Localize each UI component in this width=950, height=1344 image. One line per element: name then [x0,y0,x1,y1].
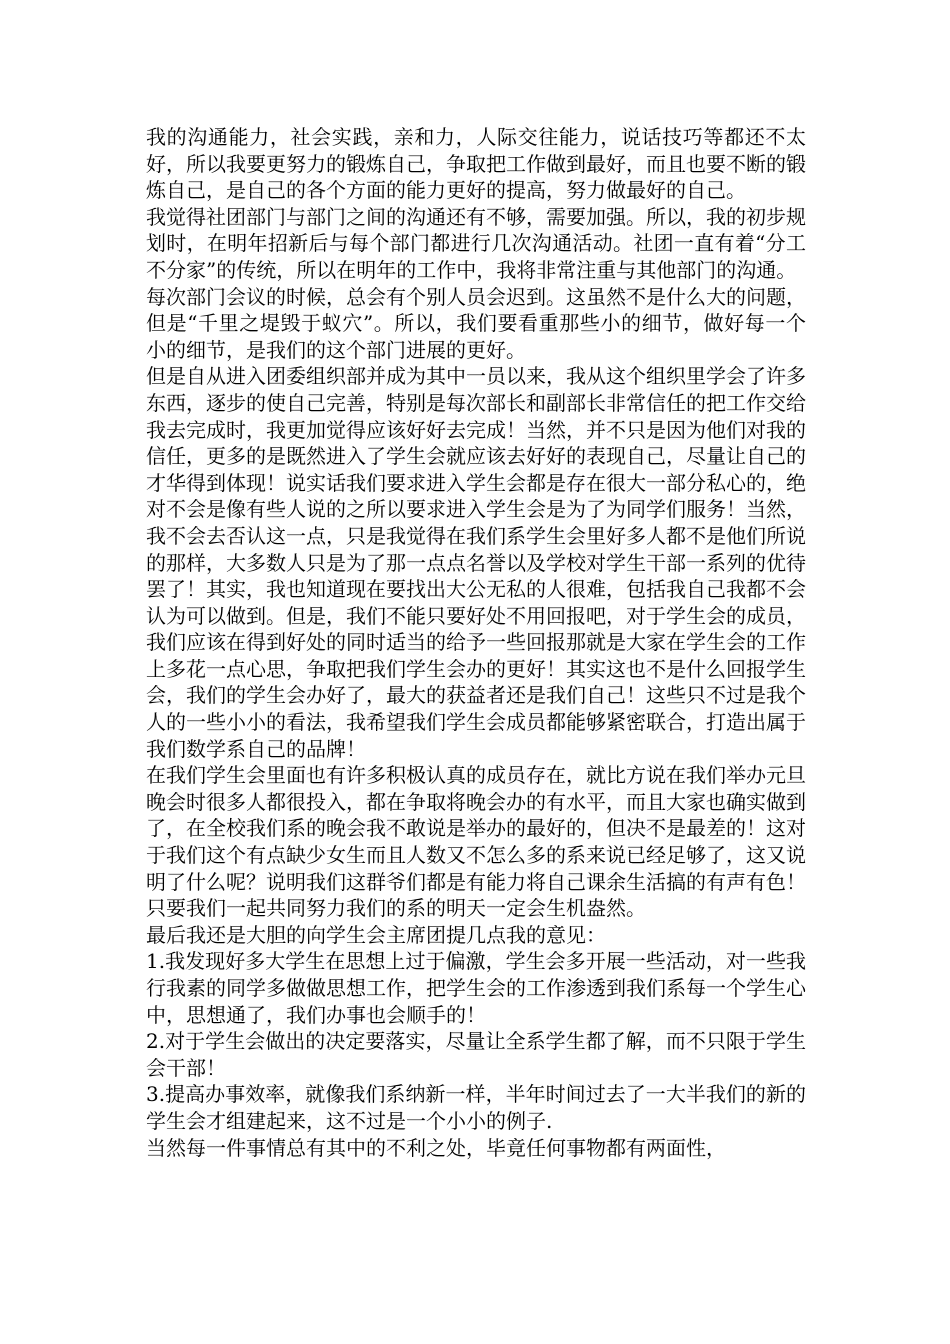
paragraph-7: 当然每一件事情总有其中的不利之处，毕竟任何事物都有两面性， [146,1135,726,1160]
paragraph-6: 最后我还是大胆的向学生会主席团提几点我的意见： [146,922,606,947]
paragraph-1: 我的沟通能力，社会实践，亲和力，人际交往能力，说话技巧等都还不太好，所以我要更努力的锻炼自己，争取把工作做到最好，而且也要不断的锻炼自己，是自己的各个方面的能力更好的提高，努力做最好的自己。 [146,125,806,203]
paragraph-2: 我觉得社团部门与部门之间的沟通还有不够，需要加强。所以，我的初步规划时，在明年招新后与每个部门都进行几次沟通活动。社团一直有着“分工不分家”的传统，所以在明年的工作中，我将非常注重与其他部门的沟通。 [146,204,806,282]
paragraph-4: 但是自从进入团委组织部并成为其中一员以来，我从这个组织里学会了许多东西，逐步的使自己完善，特别是每次部长和副部长非常信任的把工作交给我去完成时，我更加觉得应该好好去完成！当然，并不只是因为他们对我的信任，更多的是既然进入了学生会就应该去好好的表现自己，尽量让自己的才华得到体现！说实话我们要求进入学生会都是存在很大一部分私心的，绝对不会是像有些人说的之所以要求进入学生会是为了为同学们服务！当然，我不会去否认这一点，只是我觉得在我们系学生会里好多人都不是他们所说的那样，大多数人只是为了那一点点名誉以及学校对学生干部一系列的优待罢了！其实，我也知道现在要找出大公无私的人很难，包括我自己我都不会认为可以做到。但是，我们不能只要好处不用回报吧，对于学生会的成员，我们应该在得到好处的同时适当的给予一些回报那就是大家在学生会的工作上多花一点心思，争取把我们学生会办的更好！其实这也不是什么回报学生会，我们的学生会办好了，最大的获益者还是我们自己！这些只不过是我个人的一些小小的看法，我希望我们学生会成员都能够紧密联合，打造出属于我们数学系自己的品牌！ [146,364,806,761]
list-item-2: 2.对于学生会做出的决定要落实，尽量让全系学生都了解，而不只限于学生会干部！ [146,1029,806,1080]
paragraph-3: 每次部门会议的时候，总会有个别人员会迟到。这虽然不是什么大的问题，但是“千里之堤毁于蚁穴”。所以，我们要看重那些小的细节，做好每一个小的细节，是我们的这个部门进展的更好。 [146,284,806,362]
document-body [146,124,806,1161]
list-item-1: 1.我发现好多大学生在思想上过于偏激，学生会多开展一些活动，对一些我行我素的同学多做做思想工作，把学生会的工作渗透到我们系每一个学生心中，思想通了，我们办事也会顺手的！ [146,949,806,1027]
paragraph-5: 在我们学生会里面也有许多积极认真的成员存在，就比方说在我们举办元旦晚会时很多人都很投入，都在争取将晚会办的有水平，而且大家也确实做到了，在全校我们系的晚会我不敢说是举办的最好的，但决不是最差的！这对于我们这个有点缺少女生而且人数又不怎么多的系来说已经足够了，这又说明了什么呢？说明我们这群爷们都是有能力将自己课余生活搞的有声有色！只要我们一起共同努力我们的系的明天一定会生机盎然。 [146,763,806,921]
list-item-3: 3.提高办事效率，就像我们系纳新一样，半年时间过去了一大半我们的新的学生会才组建起来，这不过是一个小小的例子. [146,1082,806,1133]
